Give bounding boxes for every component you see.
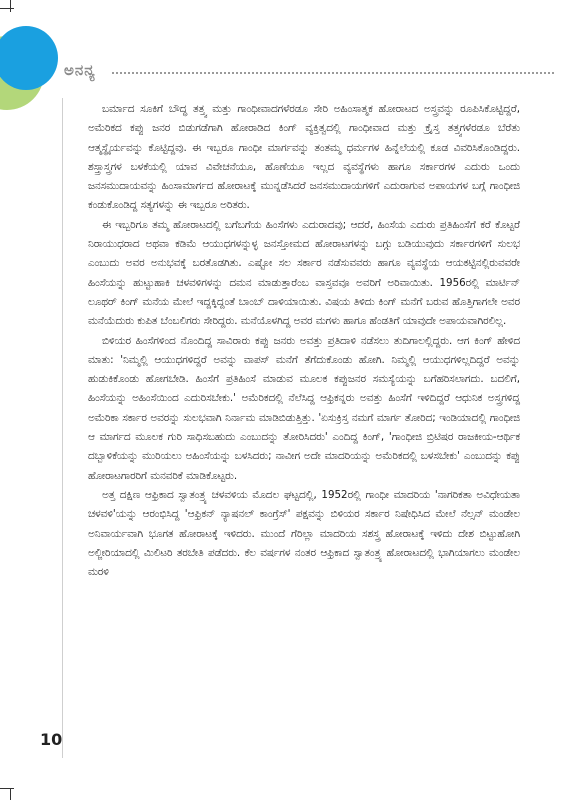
paragraph: ಬರ್ಮಾದ ಸೂಕಿಗೆ ಬೌದ್ಧ ತತ್ತ್ವ ಮತ್ತು ಗಾಂಧೀವಾದಗಳೆರಡೂ ಸೇರಿ ಅಹಿಂಸಾತ್ಮಕ ಹೋರಾಟದ ಅಸ್ತ್ರವನ್ನು ರೂಪಿಸಿಕೊಟ್ಟಿದ್ದರೆ, ಅಮೆರಿಕದ ಕಪ್ಪು ಜನರ ಬಿಡುಗಡೆಗಾಗಿ ಹೋರಾಡಿದ ಕಿಂಗ್ ವ್ಯಕ್ತಿತ್ವದಲ್ಲಿ ಗಾಂಧೀವಾದ ಮತ್ತು ಕ್ರೈಸ್ತ ತತ್ತ್ವಗಳೆರಡೂ ಬೆರೆತು ಆತ್ಮಸ್ಥೈರ್ಯವನ್ನು ಕೊಟ್ಟಿದ್ದವು. ಈ ಇಬ್ಬರೂ ಗಾಂಧೀ ಮಾರ್ಗವನ್ನು ತಂತಮ್ಮ ಧರ್ಮಗಳ ಹಿನ್ನೆಲೆಯಲ್ಲಿ ಕೂಡ ವಿವರಿಸಿಕೊಂಡಿದ್ದರು. ಶಸ್ತ್ರಾಸ್ತ್ರಗಳ ಬಳಕೆಯಲ್ಲಿ ಯಾವ ವಿವೇಚನೆಯೂ, ಹೊಣೆಯೂ ಇಲ್ಲದ ವ್ಯವಸ್ಥೆಗಳು ಹಾಗೂ ಸರ್ಕಾರಗಳ ಎದುರು ಒಂದು ಜನಸಮುದಾಯವನ್ನು ಹಿಂಸಾಮಾರ್ಗದ ಹೋರಾಟಕ್ಕೆ ಮುನ್ನಡೆಸಿದರೆ ಜನಸಮುದಾಯಗಳಿಗೆ ಎದುರಾಗುವ ಅಪಾಯಗಳ ಬಗ್ಗೆ ಗಾಂಧೀಜಿ ಕಂಡುಕೊಂಡಿದ್ದ ಸತ್ಯಗಳನ್ನು ಈ ಇಬ್ಬರೂ ಅರಿತರು. <box>88 103 520 212</box>
margin-rule <box>62 98 63 758</box>
crop-mark-bottom-h <box>0 788 14 789</box>
page-number: 10 <box>40 730 63 749</box>
crop-mark-top-v <box>10 0 11 12</box>
section-title: ಅನನ್ಯ <box>64 61 96 79</box>
decorative-blue-circle <box>0 26 58 90</box>
crop-mark-bottom-v <box>10 788 11 800</box>
paragraph: ಬಿಳಿಯರ ಹಿಂಸೆಗಳಿಂದ ನೊಂದಿದ್ದ ಸಾವಿರಾರು ಕಪ್ಪು ಜನರು ಅವತ್ತು ಪ್ರತಿದಾಳಿ ನಡೆಸಲು ತುದಿಗಾಲಲ್ಲಿದ್ದರು. ಆಗ ಕಿಂಗ್ ಹೇಳಿದ ಮಾತು: 'ನಿಮ್ಮಲ್ಲಿ ಆಯುಧಗಳಿದ್ದರೆ ಅವನ್ನು ವಾಪಸ್ ಮನೆಗೆ ತೆಗೆದುಕೊಂಡು ಹೋಗಿ. ನಿಮ್ಮಲ್ಲಿ ಆಯುಧಗಳಿಲ್ಲದಿದ್ದರೆ ಅವನ್ನು ಹುಡುಕಿಕೊಂಡು ಹೋಗಬೇಡಿ. ಹಿಂಸೆಗೆ ಪ್ರತಿಹಿಂಸೆ ಮಾಡುವ ಮೂಲಕ ಕಪ್ಪುಜನರ ಸಮಸ್ಯೆಯನ್ನು ಬಗೆಹರಿಸಲಾಗದು. ಬದಲಿಗೆ, ಹಿಂಸೆಯನ್ನು ಅಹಿಂಸೆಯಿಂದ ಎದುರಿಸಬೇಕು.' ಅಮೆರಿಕದಲ್ಲಿ ನೆಲೆಸಿದ್ದ ಆಫ್ರಿಕನ್ನರು ಅವತ್ತು ಹಿಂಸೆಗೆ ಇಳಿದಿದ್ದರೆ ಆಧುನಿಕ ಅಸ್ತ್ರಗಳಿದ್ದ ಅಮೆರಿಕಾ ಸರ್ಕಾರ ಅವರನ್ನು ಸುಲಭವಾಗಿ ನಿರ್ನಾಮ ಮಾಡಿಬಿಡುತ್ತಿತ್ತು. 'ಏಸುಕ್ರಿಸ್ತ ನಮಗೆ ಮಾರ್ಗ ತೋರಿದ; ಇಂಡಿಯಾದಲ್ಲಿ ಗಾಂಧೀಜಿ ಆ ಮಾರ್ಗದ ಮೂಲಕ ಗುರಿ ಸಾಧಿಸಬಹುದು ಎಂಬುದನ್ನು ತೋರಿಸಿದರು' ಎಂದಿದ್ದ ಕಿಂಗ್, 'ಗಾಂಧೀಜಿ ಬ್ರಿಟಿಷರ ರಾಜಕೀಯ-ಆರ್ಥಿಕ ದಬ್ಬಾಳಿಕೆಯನ್ನು ಮುರಿಯಲು ಅಹಿಂಸೆಯನ್ನು ಬಳಸಿದರು; ನಾವೀಗ ಅದೇ ಮಾದರಿಯನ್ನು ಅಮೆರಿಕದಲ್ಲಿ ಬಳಸಬೇಕು' ಎಂಬುದನ್ನು ಕಪ್ಪು ಹೋರಾಟಗಾರರಿಗೆ ಮನವರಿಕೆ ಮಾಡಿಕೊಟ್ಟರು. <box>88 334 520 482</box>
body-text <box>88 100 520 582</box>
header-dotted-rule <box>112 72 554 74</box>
crop-mark-top-h <box>0 8 14 9</box>
paragraph: ಈ ಇಬ್ಬರಿಗೂ ತಮ್ಮ ಹೋರಾಟದಲ್ಲಿ ಬಗೆಬಗೆಯ ಹಿಂಸೆಗಳು ಎದುರಾದವು; ಆದರೆ, ಹಿಂಸೆಯ ಎದುರು ಪ್ರತಿಹಿಂಸೆಗೆ ಕರೆ ಕೊಟ್ಟರೆ ನಿರಾಯುಧರಾದ ಅಥವಾ ಕಡಿಮೆ ಆಯುಧಗಳನ್ನುಳ್ಳ ಜನಸ್ತೋಮದ ಹೋರಾಟಗಳನ್ನು ಬಗ್ಗು ಬಡಿಯುವುದು ಸರ್ಕಾರಗಳಿಗೆ ಸುಲಭ ಎಂಬುದು ಅವರ ಅನುಭವಕ್ಕೆ ಬರತೊಡಗಿತು. ಎಷ್ಟೋ ಸಲ ಸರ್ಕಾರ ನಡೆಸುವವರು ಹಾಗೂ ವ್ಯವಸ್ಥೆಯ ಆಯಕಟ್ಟಿನಲ್ಲಿರುವವರೇ ಹಿಂಸೆಯನ್ನು ಹುಟ್ಟುಹಾಕಿ ಚಳವಳಿಗಳನ್ನು ದಮನ ಮಾಡುತ್ತಾರೆಂಬ ವಾಸ್ತವವೂ ಅವರಿಗೆ ಅರಿವಾಯಿತು. 1956ರಲ್ಲಿ ಮಾರ್ಟಿನ್ ಲೂಥರ್ ಕಿಂಗ್ ಮನೆಯ ಮೇಲೆ ಇದ್ದಕ್ಕಿದ್ದಂತೆ ಬಾಂಬ್ ದಾಳಿಯಾಯಿತು. ವಿಷಯ ತಿಳಿದು ಕಿಂಗ್ ಮನೆಗೆ ಬರುವ ಹೊತ್ತಿಗಾಗಲೇ ಅವರ ಮನೆಯೆದುರು ಕುಪಿತ ಬೆಂಬಲಿಗರು ಸೇರಿದ್ದರು. ಮನೆಯೊಳಗಿದ್ದ ಅವರ ಮಗಳು ಹಾಗೂ ಹೆಂಡತಿಗೆ ಯಾವುದೇ ಅಪಾಯವಾಗಿರಲಿಲ್ಲ. <box>88 218 520 328</box>
paragraph: ಅತ್ತ ದಕ್ಷಿಣ ಆಫ್ರಿಕಾದ ಸ್ವಾತಂತ್ರ್ಯ ಚಳವಳಿಯ ಮೊದಲ ಘಟ್ಟದಲ್ಲಿ, 1952ರಲ್ಲಿ ಗಾಂಧೀ ಮಾದರಿಯ 'ನಾಗರಿಕತಾ ಅವಿಧೇಯತಾ ಚಳವಳಿ'ಯನ್ನು ಆರಂಭಿಸಿದ್ದ 'ಆಫ್ರಿಕನ್ ನ್ಯಾಷನಲ್ ಕಾಂಗ್ರೆಸ್' ಪಕ್ಷವನ್ನು ಬಿಳಿಯರ ಸರ್ಕಾರ ನಿಷೇಧಿಸಿದ ಮೇಲೆ ನೆಲ್ಸನ್ ಮಂಡೇಲ ಅನಿವಾರ್ಯವಾಗಿ ಭೂಗತ ಹೋರಾಟಕ್ಕೆ ಇಳಿದರು. ಮುಂದೆ ಗೆರಿಲ್ಲಾ ಮಾದರಿಯ ಸಶಸ್ತ್ರ ಹೋರಾಟಕ್ಕೆ ಇಳಿದು ದೇಶ ಬಿಟ್ಟುಹೋಗಿ ಅಲ್ಜೀರಿಯಾದಲ್ಲಿ ಮಿಲಿಟರಿ ತರಬೇತಿ ಪಡೆದರು. ಕೆಲ ವರ್ಷಗಳ ನಂತರ ಆಫ್ರಿಕಾದ ಸ್ವಾತಂತ್ರ್ಯ ಹೋರಾಟದಲ್ಲಿ ಭಾಗಿಯಾಗಲು ಮಂಡೇಲ ಮರಳಿ <box>88 488 520 579</box>
